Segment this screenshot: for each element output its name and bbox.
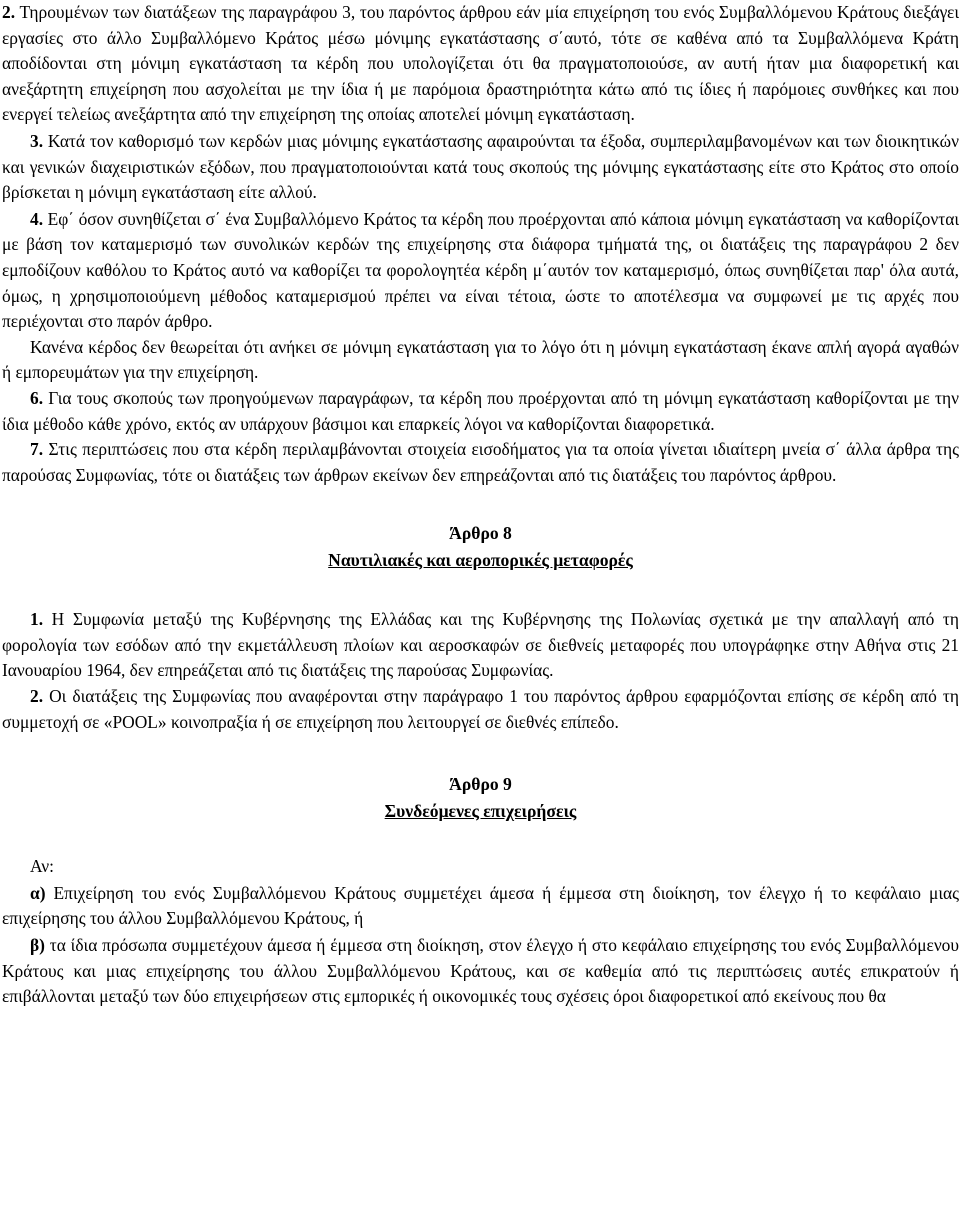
article-9-item-a bbox=[2, 881, 959, 932]
paragraph-4 bbox=[2, 207, 959, 335]
paragraph-6 bbox=[2, 386, 959, 437]
article-8-paragraph-1 bbox=[2, 607, 959, 684]
paragraph-number: 2. bbox=[2, 2, 16, 22]
paragraph-number: 1. bbox=[30, 609, 44, 630]
item-label: α) bbox=[30, 882, 46, 903]
paragraph-text: Κανένα κέρδος δεν θεωρείται ότι ανήκει σε μόνιμη εγκατάσταση για το λόγο ότι η μόνιμη εγκατάσταση έκανε απλή αγορά αγαθών ή εμπορευμάτων για την επιχείρηση. bbox=[2, 336, 959, 383]
paragraph-number: 3. bbox=[30, 130, 44, 151]
article-9-item-b bbox=[2, 933, 959, 1010]
item-text: τα ίδια πρόσωπα συμμετέχουν άμεσα ή έμμεσα στη διοίκηση, στον έλεγχο ή στο κεφάλαιο επιχείρησης του ενός Συμβαλλόμενου Κράτους και μιας επιχείρησης του άλλου Συμβαλλόμενου Κράτους, και σε καθεμία από τις περιπτώσεις αυτές επικρατούν ή επιβάλλονται μεταξύ των δύο επιχειρήσεων στις εμπορικές ή οικονομικές τους σχέσεις όροι διαφορετικοί από εκείνους που θα bbox=[2, 935, 959, 1007]
article-8-paragraph-2 bbox=[2, 684, 959, 735]
article-8-number: Άρθρο 8 bbox=[449, 523, 512, 544]
paragraph-number: 7. bbox=[30, 439, 44, 460]
paragraph-5 bbox=[2, 335, 959, 386]
article-9-heading bbox=[2, 771, 959, 825]
item-label: β) bbox=[30, 935, 45, 956]
paragraph-2 bbox=[2, 0, 959, 128]
paragraph-number: 6. bbox=[30, 387, 44, 408]
paragraph-text: Στις περιπτώσεις που στα κέρδη περιλαμβάνονται στοιχεία εισοδήματος για τα οποία γίνεται ιδιαίτερη μνεία σ΄ άλλα άρθρα της παρούσας Συμφωνίας, τότε οι διατάξεις των άρθρων εκείνων δεν επηρεάζονται από τις διατάξεις του παρόντος άρθρου. bbox=[2, 439, 959, 485]
article-9-number: Άρθρο 9 bbox=[449, 774, 512, 795]
paragraph-text: Οι διατάξεις της Συμφωνίας που αναφέρονται στην παράγραφο 1 του παρόντος άρθρου εφαρμόζονται επίσης σε κέρδη από τη συμμετοχή σε «POOL» κοινοπραξία ή σε επιχείρηση που λειτουργεί σε διεθνές επίπεδο. bbox=[2, 686, 959, 732]
paragraph-text: Για τους σκοπούς των προηγούμενων παραγράφων, τα κέρδη που προέρχονται από τη μόνιμη εγκατάσταση καθορίζονται με την ίδια μέθοδο κάθε χρόνο, εκτός αν υπάρχουν βάσιμοι και επαρκείς λόγοι να καθορίζονται διαφορετικά. bbox=[2, 387, 959, 434]
paragraph-number: 2. bbox=[30, 686, 44, 707]
paragraph-7 bbox=[2, 437, 959, 488]
paragraph-text: Κατά τον καθορισμό των κερδών μιας μόνιμης εγκατάστασης αφαιρούνται τα έξοδα, συμπεριλαμβανομένων και των διοικητικών και γενικών διαχειριστικών εξόδων, που πραγματοποιούνται κατά τους σκοπούς της μόνιμης εγκατάστασης είτε στο Κράτος στο οποίο βρίσκεται η μόνιμη εγκατάσταση είτε αλλού. bbox=[2, 130, 959, 203]
article-9-intro: Αν: bbox=[30, 856, 54, 877]
article-8-title: Ναυτιλιακές και αεροπορικές μεταφορές bbox=[328, 550, 633, 571]
item-text: Επιχείρηση του ενός Συμβαλλόμενου Κράτους συμμετέχει άμεσα ή έμμεσα στη διοίκηση, τον έλεγχο ή το κεφάλαιο μιας επιχείρησης του άλλου Συμβαλλόμενου Κράτους, ή bbox=[2, 882, 959, 929]
article-8-heading bbox=[2, 520, 959, 574]
paragraph-text: Η Συμφωνία μεταξύ της Κυβέρνησης της Ελλάδας και της Κυβέρνησης της Πολωνίας σχετικά με την απαλλαγή από τη φορολογία των εσόδων από την εκμετάλλευση πλοίων και αεροσκαφών σε διεθνείς μεταφορές που υπογράφηκε στην Αθήνα στις 21 Ιανουαρίου 1964, δεν επηρεάζεται από τις διατάξεις της παρούσας Συμφωνίας. bbox=[2, 609, 959, 681]
paragraph-text: Τηρουμένων των διατάξεων της παραγράφου 3, του παρόντος άρθρου εάν μία επιχείρηση του ενός Συμβαλλόμενου Κράτους διεξάγει εργασίες στο άλλο Συμβαλλόμενο Κράτος μέσω μόνιμης εγκατάστασης σ΄αυτό, τότε σε καθένα από τα Συμβαλλόμενα Κράτη αποδίδονται στη μόνιμη εγκατάσταση τα κέρδη που υπολογίζεται ότι θα πραγματοποιούσε, αν αυτή ήταν μια διαφορετική και ανεξάρτητη επιχείρηση που ασχολείται με την ίδια ή με παρόμοια δραστηριότητα κάτω από τις ίδιες ή παρόμοιες συνθήκες και που ενεργεί τελείως ανεξάρτητα από την επιχείρηση της οποίας αποτελεί μόνιμη εγκατάσταση. bbox=[2, 2, 959, 125]
article-9-title: Συνδεόμενες επιχειρήσεις bbox=[384, 801, 577, 822]
paragraph-text: Εφ΄ όσον συνηθίζεται σ΄ ένα Συμβαλλόμενο Κράτος τα κέρδη που προέρχονται από κάποια μόνιμη εγκατάσταση να καθορίζονται με βάση τον καταμερισμό των συνολικών κερδών της επιχείρησης στα διάφορα τμήματά της, οι διατάξεις της παραγράφου 2 δεν εμποδίζουν καθόλου το Κράτος αυτό να καθορίζει τα φορολογητέα κέρδη μ΄αυτόν τον καταμερισμό, όπως συνηθίζεται παρ' όλα αυτά, όμως, η χρησιμοποιούμενη μέθοδος καταμερισμού πρέπει να είναι τέτοια, ώστε το αποτέλεσμα να συμφωνεί με τις αρχές που περιέχονται στο παρόν άρθρο. bbox=[2, 208, 959, 332]
paragraph-3 bbox=[2, 129, 959, 206]
paragraph-number: 4. bbox=[30, 208, 44, 229]
